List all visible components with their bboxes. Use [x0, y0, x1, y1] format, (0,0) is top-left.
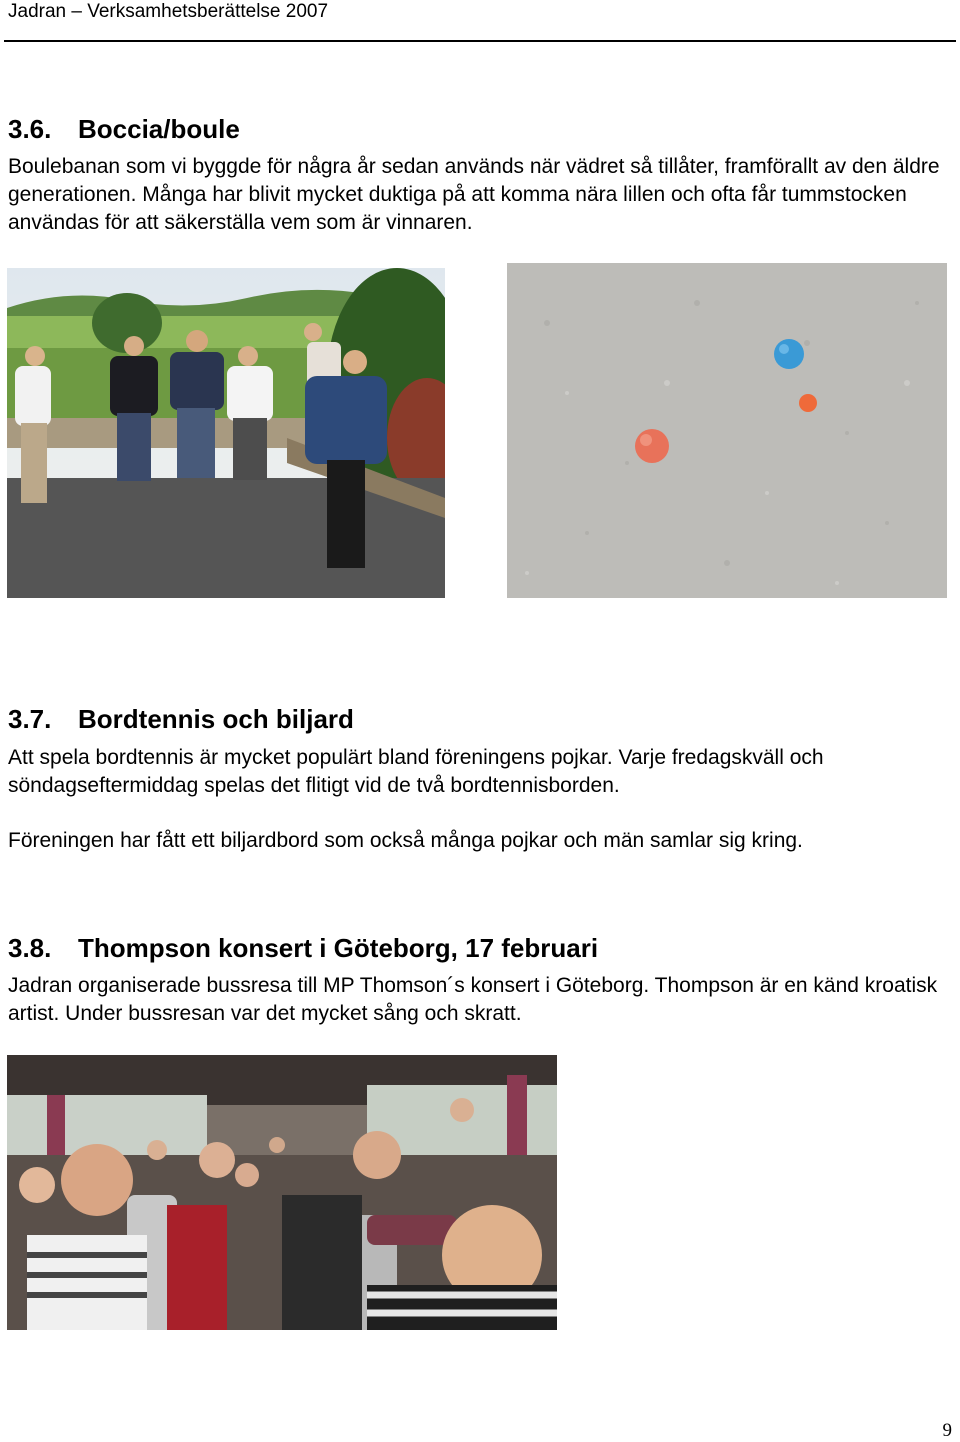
section-title: Bordtennis och biljard	[78, 704, 354, 734]
running-header: Jadran – Verksamhetsberättelse 2007	[8, 1, 329, 22]
section-number: 3.8.	[8, 933, 52, 963]
biljard-paragraph: Föreningen har fått ett biljardbord som också många pojkar och män samlar sig kring.	[8, 829, 803, 852]
boule-balls-photo	[507, 263, 947, 598]
section-heading-boccia	[8, 114, 240, 145]
section-heading-bordtennis	[8, 704, 354, 735]
section-title: Thompson konsert i Göteborg, 17 februari	[78, 933, 599, 963]
section-number: 3.7.	[8, 704, 52, 734]
page-number: 9	[942, 1420, 952, 1441]
bus-trip-photo	[7, 1055, 557, 1330]
boccia-paragraph: Boulebanan som vi byggde för några år sedan används när vädret så tillåter, framförallt av den äldre generationen. Många har blivit mycket duktiga på att komma nära lillen och ofta får tummstocken användas för att säkerställa vem som är vinnaren.	[8, 155, 940, 234]
thompson-paragraph: Jadran organiserade bussresa till MP Thomson´s konsert i Göteborg. Thompson är en känd kroatisk artist. Under bussresan var det mycket sång och skratt.	[8, 974, 938, 1025]
boule-players-photo	[7, 268, 445, 598]
header-divider	[4, 40, 956, 42]
section-number: 3.6.	[8, 114, 52, 144]
section-title: Boccia/boule	[78, 114, 240, 144]
bordtennis-paragraph: Att spela bordtennis är mycket populärt bland föreningens pojkar. Varje fredagskväll och söndagseftermiddag spelas det flitigt vid de två bordtennisborden.	[8, 746, 824, 797]
section-heading-thompson	[8, 933, 598, 964]
